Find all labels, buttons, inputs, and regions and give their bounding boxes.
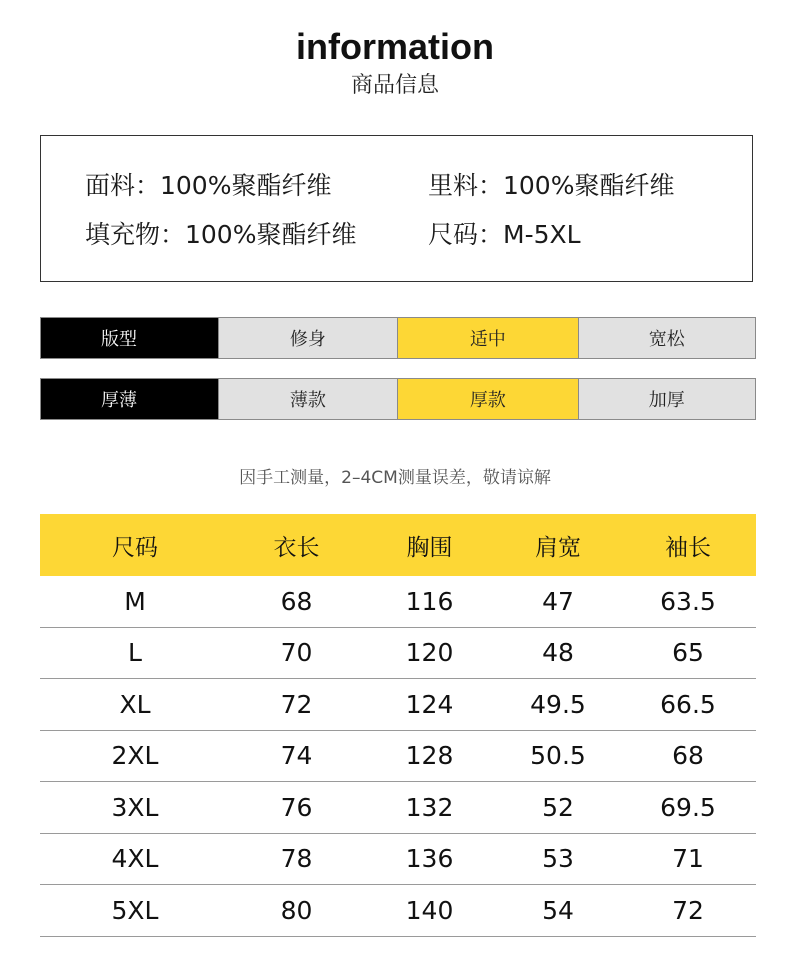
thickness-label: 厚薄: [41, 379, 218, 419]
size-table-body: [40, 576, 756, 937]
cell-sleeve: 66.5: [660, 689, 716, 719]
table-row: [40, 782, 756, 834]
size-range-info: 尺码：M-5XL: [428, 220, 581, 249]
cell-chest: 116: [405, 586, 454, 616]
cell-size: L: [128, 638, 142, 668]
table-row: [40, 576, 756, 628]
size-table-header: [40, 514, 756, 576]
cell-chest: 136: [405, 844, 454, 874]
thickness-option-thin: 薄款: [218, 379, 397, 419]
cell-size: XL: [119, 689, 151, 719]
thickness-option-row: [40, 378, 756, 420]
table-row: [40, 834, 756, 886]
thickness-option-thick-selected: 厚款: [397, 379, 577, 419]
fabric-info: 面料：100%聚酯纤维: [85, 171, 332, 200]
fit-option-loose: 宽松: [578, 318, 755, 358]
cell-shoulder: 48: [542, 638, 574, 668]
cell-length: 80: [280, 895, 313, 925]
header-cell-length: 衣长: [273, 534, 320, 561]
cell-size: 2XL: [111, 741, 159, 771]
table-row: [40, 679, 756, 731]
cell-sleeve: 69.5: [660, 792, 716, 822]
cell-shoulder: 47: [542, 586, 574, 616]
cell-length: 76: [280, 792, 313, 822]
cell-length: 70: [280, 638, 313, 668]
header-cell-size: 尺码: [112, 534, 158, 561]
cell-length: 72: [280, 689, 313, 719]
table-row: [40, 628, 756, 680]
cell-sleeve: 72: [672, 895, 704, 925]
cell-chest: 128: [405, 741, 454, 771]
cell-sleeve: 71: [672, 844, 704, 874]
header-cell-sleeve: 袖长: [665, 534, 711, 561]
header-cell-shoulder: 肩宽: [535, 534, 581, 561]
cell-length: 74: [280, 741, 313, 771]
fit-option-row: [40, 317, 756, 359]
cell-sleeve: 68: [672, 741, 704, 771]
page-subtitle: 商品信息: [350, 73, 439, 98]
cell-size: M: [124, 586, 146, 616]
lining-info: 里料：100%聚酯纤维: [428, 171, 675, 200]
fit-label: 版型: [41, 318, 218, 358]
cell-chest: 132: [405, 792, 454, 822]
cell-shoulder: 54: [542, 895, 574, 925]
cell-size: 5XL: [111, 895, 159, 925]
cell-chest: 140: [405, 895, 454, 925]
fit-option-regular-selected: 适中: [397, 318, 577, 358]
cell-shoulder: 49.5: [530, 689, 586, 719]
cell-size: 3XL: [111, 792, 159, 822]
cell-length: 68: [280, 586, 313, 616]
product-info-box: [40, 135, 753, 282]
thickness-option-extra-thick: 加厚: [578, 379, 755, 419]
cell-length: 78: [280, 844, 313, 874]
cell-sleeve: 65: [672, 638, 704, 668]
filling-info: 填充物：100%聚酯纤维: [85, 220, 357, 249]
cell-sleeve: 63.5: [660, 586, 716, 616]
cell-shoulder: 53: [542, 844, 574, 874]
cell-chest: 124: [405, 689, 454, 719]
page-title: information: [296, 26, 494, 67]
fit-option-slim: 修身: [218, 318, 397, 358]
header-cell-chest: 胸围: [406, 534, 453, 561]
cell-shoulder: 50.5: [530, 741, 586, 771]
cell-size: 4XL: [111, 844, 159, 874]
cell-chest: 120: [405, 638, 454, 668]
size-table: [40, 514, 756, 937]
table-row: [40, 885, 756, 937]
table-row: [40, 731, 756, 783]
measurement-note: 因手工测量，2–4CM测量误差，敬请谅解: [239, 468, 551, 488]
cell-shoulder: 52: [542, 792, 574, 822]
